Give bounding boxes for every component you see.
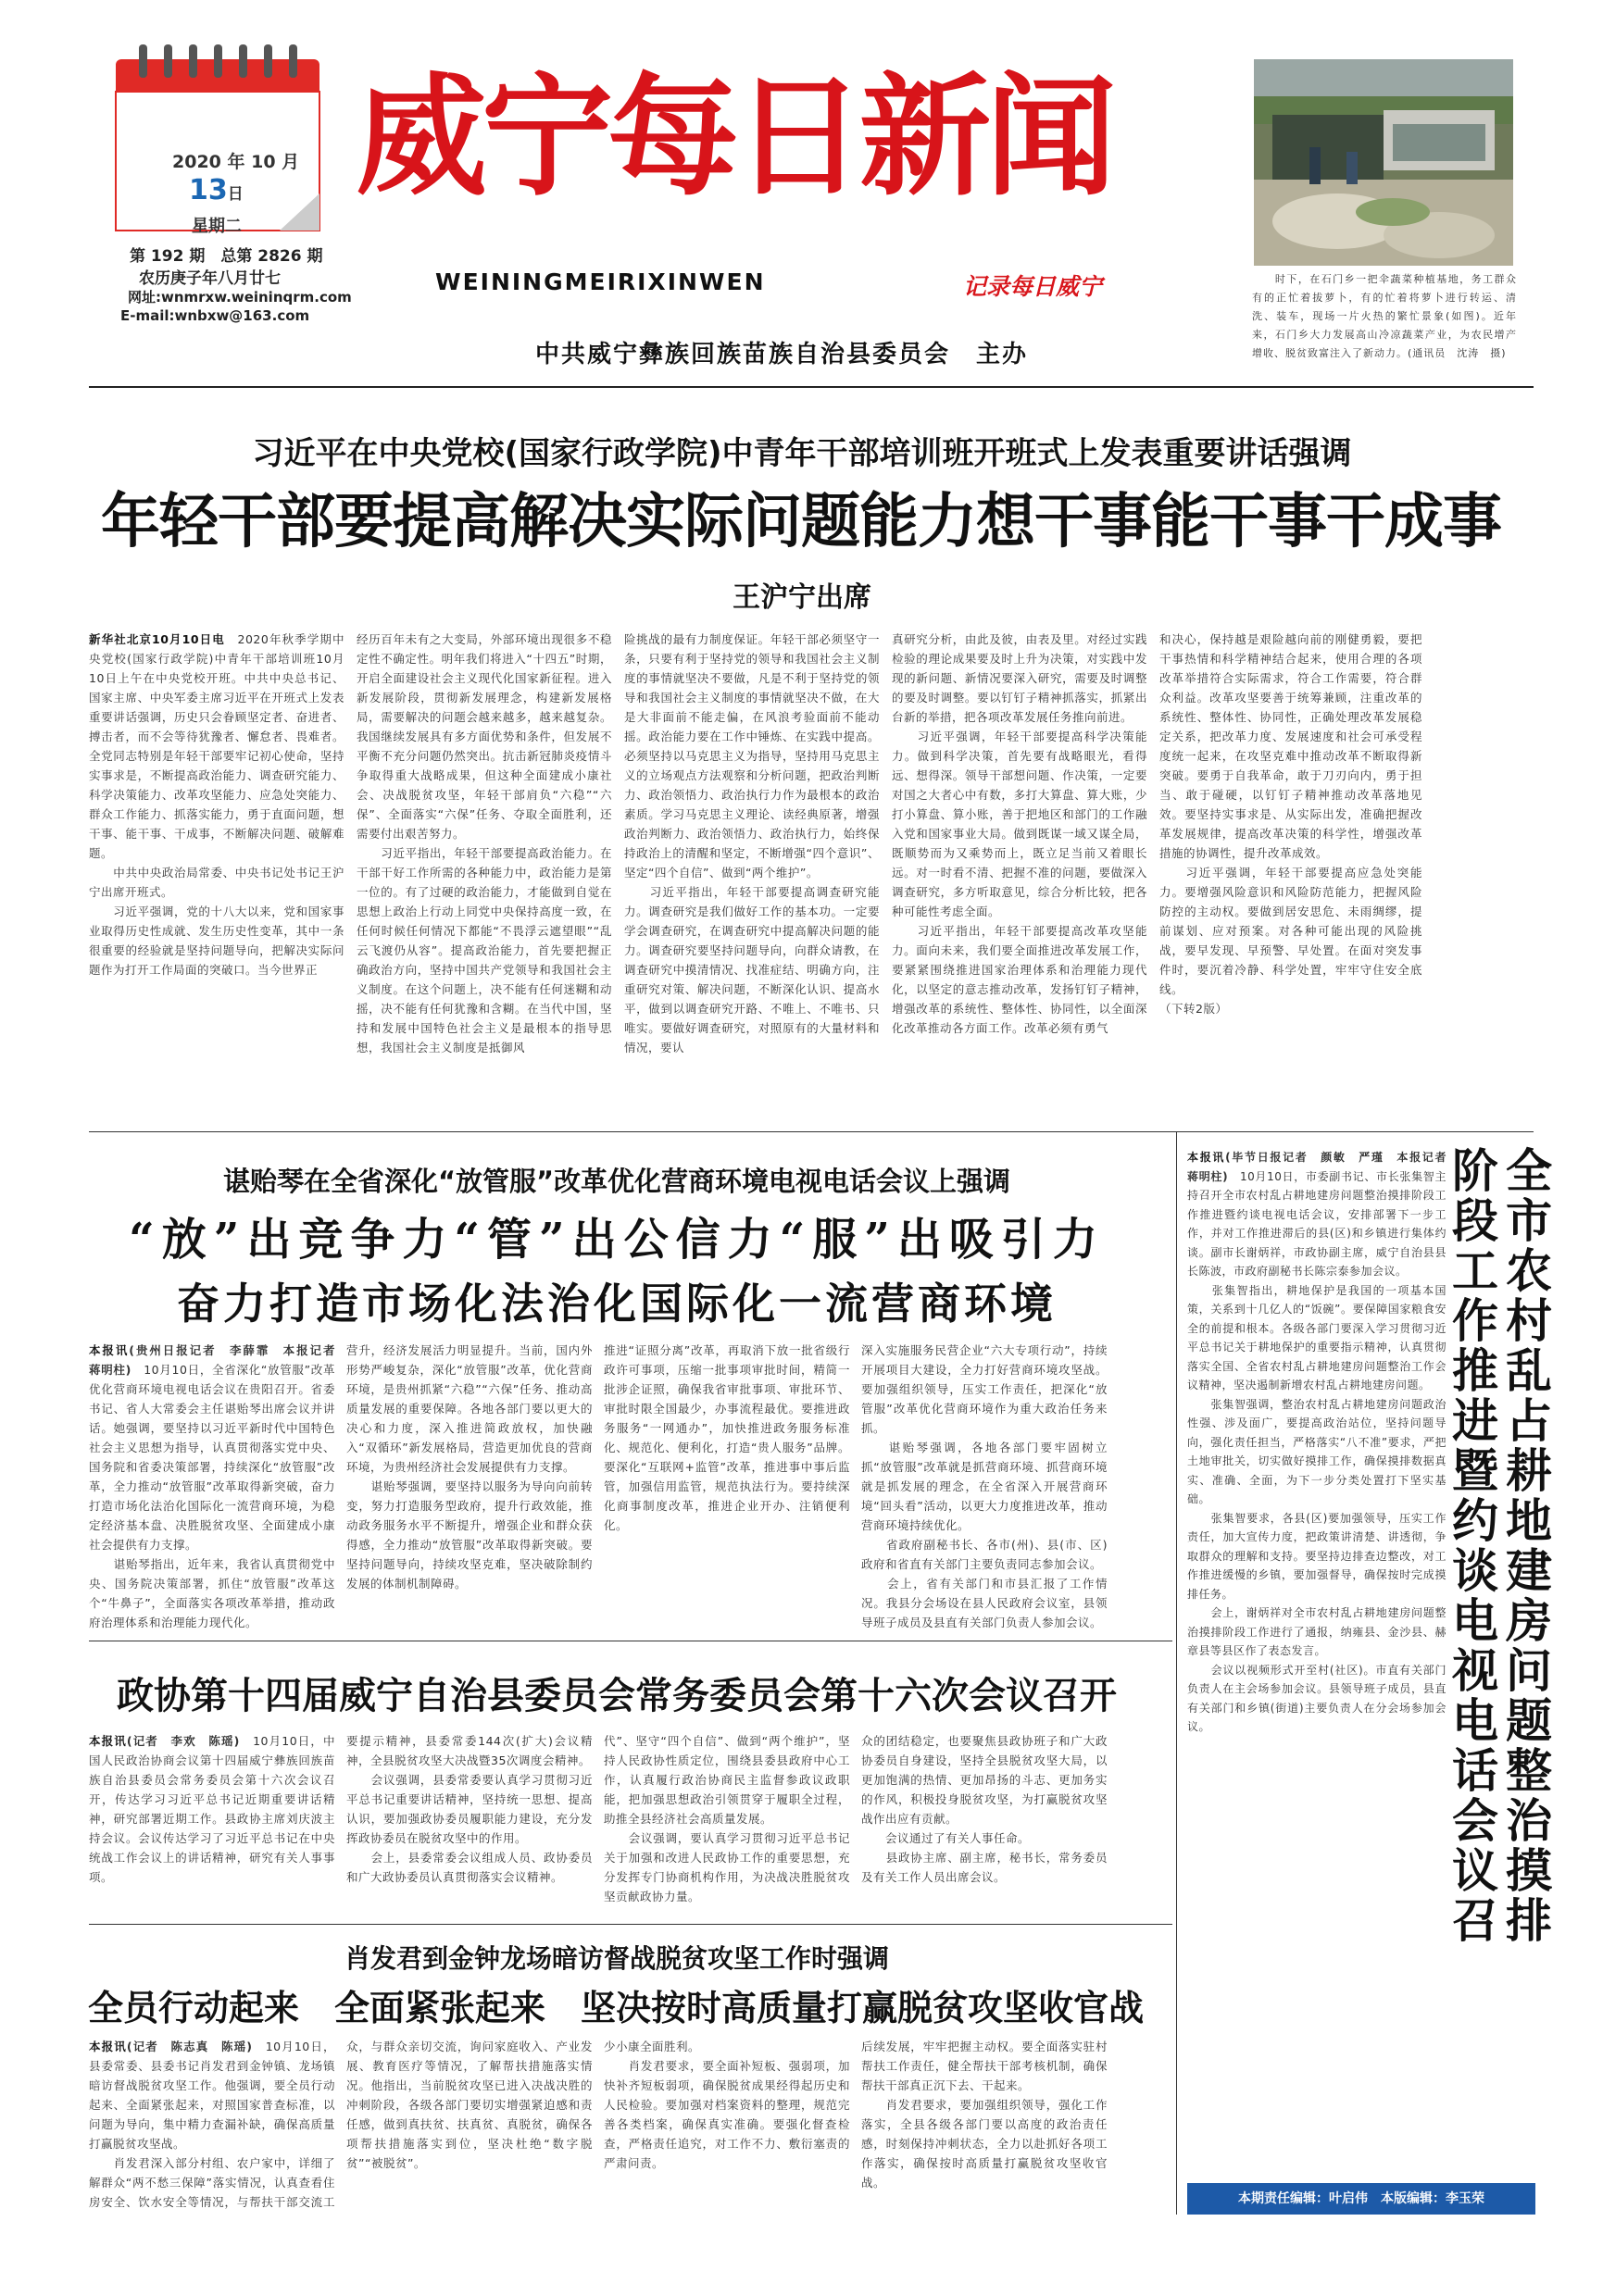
story3-body: [1187, 1148, 1446, 2139]
story5-column-4: 后续发展，牢牢把握主动权。要全面落实驻村帮扶工作责任，健全帮扶干部考核机制，确保帮扶干部真正沉下去、干起来。 肖发君要求，要加强组织领导，强化工作落实，全县各级各部门要以高度的政治责任感，时刻保持冲刺状态，全力以赴抓好各项工作落实，确保按时高质量打赢脱贫攻坚收官战。: [861, 2040, 1108, 2190]
lead-column-1: [89, 630, 344, 1129]
editors-bar: [1187, 2183, 1535, 2215]
calendar-day-wrap: [189, 174, 244, 206]
front-photo: [1254, 59, 1513, 266]
lead-subhead: 王沪宁出席: [733, 581, 871, 614]
story4-byline: (记者 李欢 陈瑶): [126, 1734, 240, 1748]
story5-kicker: 肖发君到金钟龙场暗访督战脱贫攻坚工作时强调: [344, 1943, 889, 1974]
calendar-day: 13: [189, 174, 228, 206]
story5-dateline: 本报讯: [89, 2040, 127, 2053]
calendar-day-suffix: 日: [227, 185, 244, 204]
calendar-year-month: 2020 年 10 月: [172, 152, 300, 172]
lead-column-2: 经历百年未有之大变局，外部环境出现很多不稳定性不确定性。明年我们将进入“十四五”时期，开启全面建设社会主义现代化国家新征程。进入新发展阶段，贯彻新发展理念，构建新发展格局，需要解决的问题会越来越多，越来越复杂。我国继续发展具有多方面优势和条件，但发展不平衡不充分问题仍然突出。抗击新冠肺炎疫情斗争取得重大战略成果，但这种全面建成小康社会、决战脱贫攻坚，年轻干部肩负“六稳”“六保”、全面落实“六保”任务、夺取全面胜利，还需要付出艰苦努力。 习近平指出，年轻干部要提高政治能力。在干部干好工作所需的各种能力中，政治能力是第一位的。有了过硬的政治能力，才能做到自觉在思想上政治上行动上同党中央保持高度一致，在任何时候任何情况下都能“不畏浮云遮望眼”“乱云飞渡仍从容”。提高政治能力，首先要把握正确政治方向，坚持中国共产党领导和我国社会主义制度。在这个问题上，决不能有任何迷糊和动摇，决不能有任何犹豫和含糊。在当代中国，坚持和发展中国特色社会主义是最根本的指导思想，我国社会主义制度是抵御风: [357, 632, 612, 1054]
story4-column-3: 代”、坚守“四个自信”、做到“两个维护”，坚持人民政协性质定位，围绕县委县政府中心工作，认真履行政治协商民主监督参政议政职能，把加强思想政治引领贯穿于履职全过程，助推全县经济社会高质量发展。 会议强调，要认真学习贯彻习近平总书记关于加强和改进人民政协工作的重要思想，充分发挥专门协商机构作用，为决战决胜脱贫攻坚贡献政协力量。: [604, 1734, 850, 1903]
masthead-title: 威宁每日新闻: [356, 60, 1111, 214]
sponsor-line: 中共威宁彝族回族苗族自治县委员会 主办: [535, 341, 1029, 368]
lead-column-5: 和决心，保持越是艰险越向前的刚健勇毅，要把干事热情和科学精神结合起来，使用合理的各项改革举措符合实际需求，符合工作需要，符合群众利益。改革攻坚要善于统筹兼顾，注重改革的系统性、整体性、协同性，正确处理改革发展稳定关系，把改革力度、发展速度和社会可承受程度统一起来，在攻坚克难中推动改革不断取得新突破。要勇于自我革命，敢于刀刃向内，勇于担当、敢于碰硬，以钉钉子精神推动改革落地见效。要坚持实事求是、从实际出发，准确把握改革发展规律，提高改革决策的科学性，增强改革措施的协调性，提升改革成效。 习近平强调，年轻干部要提高应急处突能力。要增强风险意识和风险防范能力，把握风险防控的主动权。要做到居安思危、未雨绸缪，提前谋划、应对预案。对各种可能出现的风险挑战，要早发现、早预警、早处置。在面对突发事件时，要沉着冷静、科学处置，牢牢守住安全底线。 （下转2版）: [1159, 632, 1422, 1016]
story5-column-3: 少小康全面胜利。 肖发君要求，要全面补短板、强弱项，加快补齐短板弱项，确保脱贫成果经得起历史和人民检验。要加强对档案资料的整理，规范完善各类档案，确保真实准确。要强化督查检查，严格责任追究，对工作不力、敷衍塞责的严肃问责。: [604, 2040, 850, 2170]
lead-kicker: 习近平在中央党校(国家行政学院)中青年干部培训班开班式上发表重要讲话强调: [252, 435, 1352, 472]
story3-dateline: 本报讯: [1187, 1151, 1226, 1164]
story4-dateline: 本报讯: [89, 1734, 127, 1748]
section-divider-3: [89, 1924, 1172, 1925]
section-divider-1: [89, 1131, 1534, 1132]
masthead-pinyin: WEININGMEIRIXINWEN: [435, 268, 766, 295]
masthead-divider: [89, 386, 1534, 388]
story2-column-4: 深入实施服务民营企业“六大专项行动”，持续开展项目大建设，全力打好营商环境攻坚战。要加强组织领导，压实工作责任，把深化“放管服”改革优化营商环境作为重大政治任务来抓。 谌贻琴强调，各地各部门要牢固树立抓“放管服”改革就是抓营商环境、抓营商环境就是抓发展的理念，在全省深入开展营商环境“回头看”活动，以更大力度推进改革，推动营商环境持续优化。 省政府副秘书长、各市(州)、县(市、区)政府和省直有关部门主要负责同志参加会议。 会上，省有关部门和市县汇报了工作情况。我县分会场设在县人民政府会议室，县领导班子成员及县直有关部门负责人参加会议。: [861, 1343, 1108, 1629]
email: E-mail:wnbxw@163.com: [120, 307, 310, 324]
calendar-weekday: 星期二: [192, 217, 242, 236]
lead-column-1-text: 2020年秋季学期中央党校(国家行政学院)中青年干部培训班10月10日上午在中央党校开班。中共中央总书记、国家主席、中央军委主席习近平在开班式上发表重要讲话强调，历史只会眷顾坚定者、奋进者、搏击者，而不会等待犹豫者、懈怠者、畏难者。全党同志特别是年轻干部要牢记初心使命，坚持实事求是，不断提高政治能力、调查研究能力、科学决策能力、改革攻坚能力、应急处突能力、群众工作能力、抓落实能力，勇于直面问题，想干事、能干事、干成事，不断解决问题、破解难题。 中共中央政治局常委、中央书记处书记王沪宁出席开班式。 习近平强调，党的十八大以来，党和国家事业取得历史性成就、发生历史性变革，其中一条很重要的经验就是坚持问题导向，把解决实际问题作为打开工作局面的突破口。当今世界正: [89, 632, 344, 977]
editors-text: 本期责任编辑：叶启伟 本版编辑：李玉荣: [1238, 2191, 1484, 2206]
photo-caption: 时下，在石门乡一把伞蔬菜种植基地，务工群众有的正忙着拔萝卜，有的忙着将萝卜进行转运、清洗、装车，现场一片火热的繁忙景象(如图)。近年来，石门乡大力发展高山冷凉蔬菜产业，为农民增产增收、脱贫致富注入了新动力。(通讯员 沈涛 摄): [1252, 273, 1517, 359]
story2-column-1: [89, 1341, 335, 1637]
story3-byline: (毕节日报记者 颜敏 严瑾 本报记者 蒋明柱): [1187, 1151, 1446, 1183]
lead-column-4: 真研究分析，由此及彼，由表及里。对经过实践检验的理论成果要及时上升为决策，对实践中发现的新问题、新情况要深入研究，需要及时调整的要及时调整。要以钉钉子精神抓落实，抓紧出台新的举措，把各项改革发展任务推向前进。 习近平强调，年轻干部要提高科学决策能力。做到科学决策，首先要有战略眼光，看得远、想得深。领导干部想问题、作决策，一定要对国之大者心中有数，多打大算盘、算大账，少打小算盘、算小账，善于把地区和部门的工作融入党和国家事业大局。做到既谋一域又谋全局，既顺势而为又乘势而上，既立足当前又着眼长远。对一时看不清、把握不准的问题，要做深入调查研究，多方听取意见，综合分析比较，把各种可能性考虑全面。 习近平指出，年轻干部要提高改革攻坚能力。面向未来，我们要全面推进改革发展工作，要紧紧围绕推进国家治理体系和治理能力现代化，以坚定的意志推动改革，发扬钉钉子精神，增强改革的系统性、整体性、协同性，以全面深化改革推动各方面工作。改革必须有勇气: [892, 632, 1147, 1035]
story4-headline: 政协第十四届威宁自治县委员会常务委员会第十六次会议召开: [117, 1675, 1117, 1717]
story4-column-4: 众的团结稳定，也要聚焦县政协班子和广大政协委员自身建设，坚持全县脱贫攻坚大局，以更加饱满的热情、更加昂扬的斗志、更加务实的作风，积极投身脱贫攻坚，为打赢脱贫攻坚战作出应有贡献。 会议通过了有关人事任命。 县政协主席、副主席，秘书长，常务委员及有关工作人员出席会议。: [861, 1734, 1108, 1884]
lead-dateline: 新华社北京10月10日电: [89, 632, 225, 646]
lunar-date: 农历庚子年八月廿七: [139, 269, 281, 288]
website: 网址:wnmrxw.weininqrm.com: [128, 289, 352, 306]
story4-column-2: 要提示精神，县委常委144次(扩大)会议精神，全县脱贫攻坚大决战暨35次调度会精神。 会议强调，县委常委要认真学习贯彻习近平总书记重要讲话精神，坚持统一思想、提高认识，要加强政协委员履职能力建设，充分发挥政协委员在脱贫攻坚中的作用。 会上，县委常委会议组成人员、政协委员和广大政协委员认真贯彻落实会议精神。: [346, 1734, 593, 1884]
lead-column-3: 险挑战的最有力制度保证。年轻干部必须坚守一条，只要有利于坚持党的领导和我国社会主义制度的事情就坚决不要做，凡是不利于坚持党的领导和我国社会主义制度的事情就坚决不做，在大是大非面前不能走偏，在风浪考验面前不能动摇。政治能力要在工作中锤炼、在实践中提高。必须坚持以马克思主义为指导，坚持用马克思主义的立场观点方法观察和分析问题，把政治判断力、政治领悟力、政治执行力作为最根本的政治素质。学习马克思主义理论、读经典原著，增强政治判断力、政治领悟力、政治执行力，始终保持政治上的清醒和坚定，不断增强“四个意识”、坚定“四个自信”、做到“两个维护”。 习近平指出，年轻干部要提高调查研究能力。调查研究是我们做好工作的基本功。一定要学会调查研究，在调查研究中提高解决问题的能力。调查研究要坚持问题导向，向群众请教，在调查研究中摸清情况、找准症结、明确方向，注重研究对策、解决问题，不断深化认识、提高水平，做到以调查研究开路、不唯上、不唯书、只唯实。要做好调查研究，对照原有的大量材料和情况，要认: [624, 632, 880, 1054]
story2-column-3: 推进“证照分离”改革，再取消下放一批省级行政许可事项，压缩一批事项审批时间，精简一批涉企证照，确保我省审批事项、审批环节、审批时限全国最少，办事流程最优。要推进政务服务“一网通办”，加快推进政务服务标准化、规范化、便利化，打造“贵人服务”品牌。要深化“互联网+监管”改革，推进事中事后监管，加强信用监管，规范执法行为。要持续深化商事制度改革，推进企业开办、注销便利化。: [604, 1343, 850, 1532]
story2-dateline: 本报讯: [89, 1343, 130, 1357]
story4-column-1: [89, 1731, 335, 1916]
story5-byline: (记者 陈志真 陈瑶): [126, 2040, 253, 2053]
right-column-divider: [1176, 1131, 1177, 2215]
story2-column-2: 营升，经济发展活力明显提升。当前，国内外形势严峻复杂，深化“放管服”改革，优化营商环境，是贵州抓紧“六稳”“六保”任务、推动高质量发展的重要保障。各地各部门要以更大的决心和力度，深入推进简政放权，加快融入“双循环”新发展格局，营造更加优良的营商环境，为贵州经济社会发展提供有力支撑。 谌贻琴强调，要坚持以服务为导向向前转变，努力打造服务型政府，提升行政效能，推动政务服务水平不断提升，增强企业和群众获得感，全力推动“放管服”改革取得新突破。要坚持问题导向，持续攻坚克难，坚决破除制约发展的体制机制障碍。: [346, 1343, 593, 1591]
lead-headline: 年轻干部要提高解决实际问题能力想干事能干事干成事: [101, 488, 1501, 556]
story3-text: 10月10日，市委副书记、市长张集智主持召开全市农村乱占耕地建房问题整治摸排阶段工作推进暨约谈电视电话会议，安排部署下一步工作，并对工作推进滞后的县(区)和乡镇进行集体约谈。副市长谢炳祥，市政协副主席，威宁自治县县长陈波，市政府副秘书长陈宗泰参加会议。 张集智指出，耕地保护是我国的一项基本国策，关系到十几亿人的“饭碗”。要保障国家粮食安全的前提和根本。各级各部门要深入学习贯彻习近平总书记关于耕地保护的重要指示精神，认真贯彻落实全国、全省农村乱占耕地建房问题整治工作会议精神，坚决遏制新增农村乱占耕地建房问题。 张集智强调，整治农村乱占耕地建房问题政治性强、涉及面广，要提高政治站位，坚持问题导向，强化责任担当，严格落实“八不准”要求，严把土地审批关，切实做好摸排工作，确保摸排数据真实、准确、全面，为下一步分类处置打下坚实基础。 张集智要求，各县(区)要加强领导，压实工作责任，加大宣传力度，把政策讲清楚、讲透彻，争取群众的理解和支持。要坚持边排查边整改，对工作推进缓慢的乡镇，要加强督导，确保按时完成摸排任务。 会上，谢炳祥对全市农村乱占耕地建房问题整治摸排阶段工作进行了通报，纳雍县、金沙县、赫章县等县区作了表态发言。 会议以视频形式开至村(社区)。市直有关部门负责人在主会场参加会议。县领导班子成员，县直有关部门和乡镇(街道)主要负责人在分会场参加会议。: [1187, 1169, 1446, 1733]
story2-headline-1: “放”出竞争力“管”出公信力“服”出吸引力: [129, 1214, 1105, 1266]
story5-column-1-text: 10月10日，县委常委、县委书记肖发君到金钟镇、龙场镇暗访督战脱贫攻坚工作。他强调，要全员行动起来、全面紧张起来，对照国家普查标准，以问题为导向，集中精力查漏补缺，确保高质量打赢脱贫攻坚战。 肖发君深入部分村组、农户家中，详细了解群众“两不愁三保障”落实情况，认真查看住房安全、饮水安全等情况，与帮扶干部交流工: [89, 2040, 335, 2209]
story2-byline: (贵州日报记者 李薛霏 本报记者 蒋明柱): [89, 1343, 335, 1377]
story5-headline: 全员行动起来 全面紧张起来 坚决按时高质量打赢脱贫攻坚收官战: [87, 1988, 1144, 2028]
story4-column-1-text: 10月10日，中国人民政治协商会议第十四届威宁彝族回族苗族自治县委员会常务委员会第十六次会议召开，传达学习习近平总书记近期重要讲话精神，研究部署近期工作。县政协主席刘庆波主持会议。会议传达学习了习近平总书记在中央统战工作会议上的讲话精神，研究有关人事事项。: [89, 1734, 335, 1884]
story2-headline-2: 奋力打造市场化法治化国际化一流营商环境: [177, 1279, 1057, 1329]
story3-headline: 全市农村乱占耕地建房问题整治摸排阶段工作推进暨约谈电视电话会议召: [1445, 1146, 1552, 1946]
story2-column-1-text: 10月10日，全省深化“放管服”改革优化营商环境电视电话会议在贵阳召开。省委书记、省人大常委会主任谌贻琴出席会议并讲话。她强调，要坚持以习近平新时代中国特色社会主义思想为指导，认真贯彻落实党中央、国务院和省委决策部署，持续深化“放管服”改革，全力推动“放管服”改革取得新突破，奋力打造市场化法治化国际化一流营商环境，为稳定经济基本盘、决胜脱贫攻坚、全面建成小康社会提供有力支撑。 谌贻琴指出，近年来，我省认真贯彻党中央、国务院决策部署，抓住“放管服”改革这个“牛鼻子”，全面落实各项改革举措，推动政府治理体系和治理能力现代化。: [89, 1363, 335, 1629]
issue-number: 第 192 期 总第 2826 期: [130, 247, 323, 266]
story5-column-2: 众，与群众亲切交流，询问家庭收入、产业发展、教育医疗等情况，了解帮扶措施落实情况。他指出，当前脱贫攻坚已进入决战决胜的冲刺阶段，各级各部门要切实增强紧迫感和责任感，做到真扶贫、扶真贫、真脱贫，确保各项帮扶措施落实到位，坚决杜绝“数字脱贫”“被脱贫”。: [346, 2040, 593, 2170]
story2-kicker: 谌贻琴在全省深化“放管服”改革优化营商环境电视电话会议上强调: [222, 1166, 1011, 1197]
masthead-slogan: 记录每日威宁: [963, 273, 1103, 300]
story5-column-1: [89, 2037, 335, 2213]
